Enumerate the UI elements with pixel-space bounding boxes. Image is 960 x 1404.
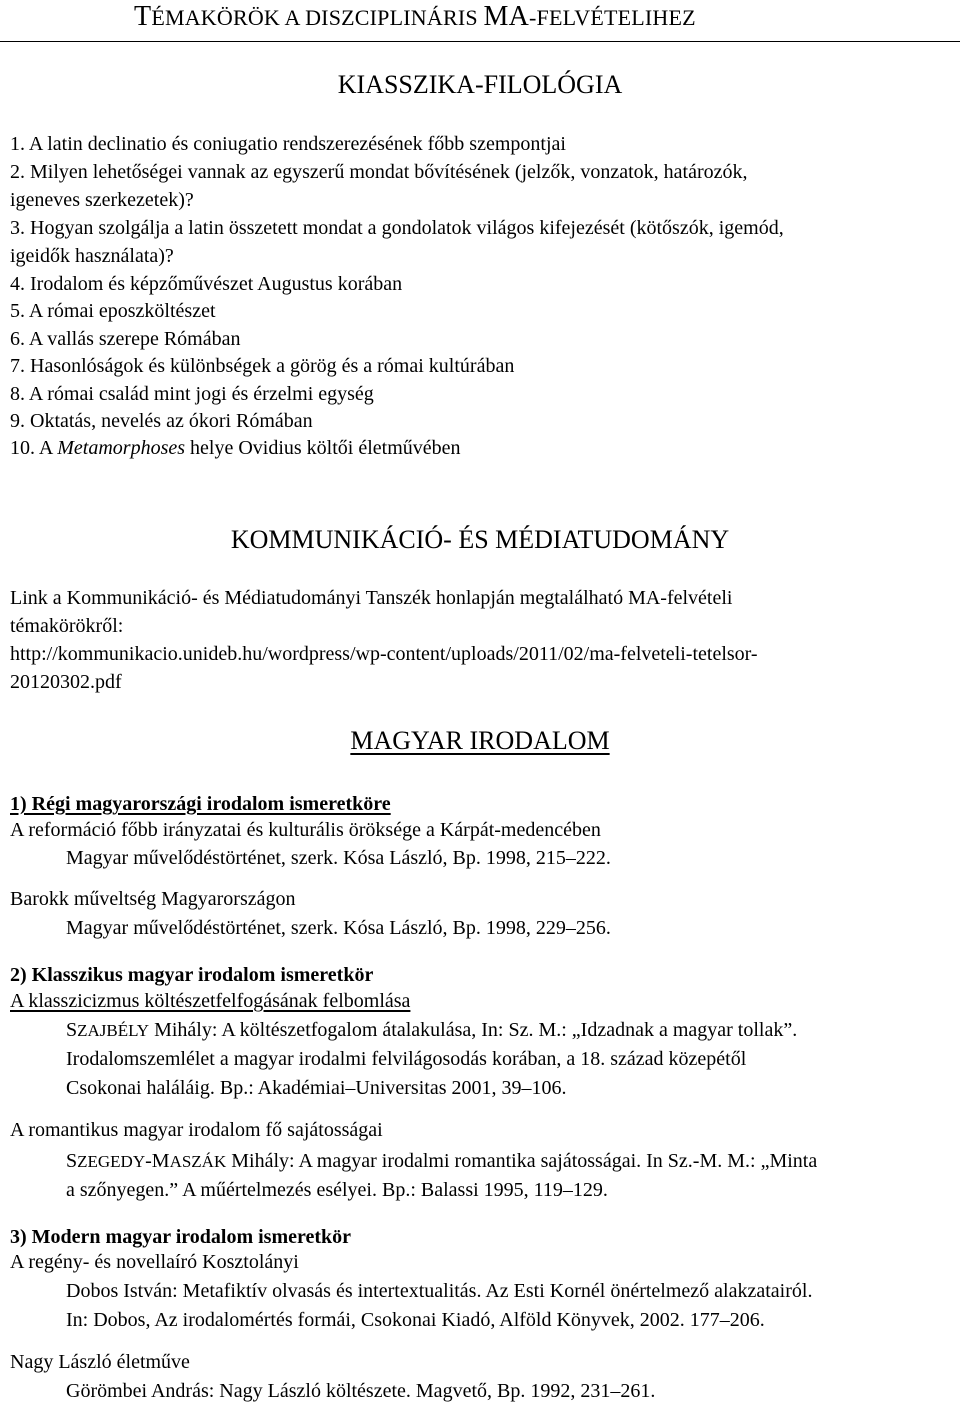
author-name-smallcaps: ZEGEDY <box>77 1152 146 1171</box>
topic-title: A romantikus magyar irodalom fő sajátosságai <box>10 1119 383 1141</box>
reference <box>66 1149 817 1174</box>
header-title-part: T <box>134 1 152 32</box>
list-item: igeidők használata)? <box>10 245 174 267</box>
list-item: 8. A római család mint jogi és érzelmi egység <box>10 383 374 405</box>
list-item: 4. Irodalom és képzőművészet Augustus korában <box>10 273 403 295</box>
author-name: S <box>66 1019 78 1041</box>
list-item-text: 10. A <box>10 437 58 459</box>
subsection-heading: 3) Modern magyar irodalom ismeretkör <box>10 1226 352 1248</box>
header-title-part: MA <box>483 1 530 32</box>
reference-continued: Csokonai haláláig. Bp.: Akadémiai–Universitas 2001, 39–106. <box>66 1077 567 1099</box>
link-url-continued[interactable]: 20120302.pdf <box>10 671 122 693</box>
topic-title: Nagy László életműve <box>10 1351 190 1373</box>
section-title-klasszika: KIASSZIKA-FILOLÓGIA <box>337 70 623 99</box>
subsection-heading: 1) Régi magyarországi irodalom ismeretköre <box>10 793 391 815</box>
list-item: 9. Oktatás, nevelés az ókori Rómában <box>10 410 313 432</box>
list-item-italic-title: Metamorphoses <box>57 437 186 459</box>
list-item: 1. A latin declinatio és coniugatio rendszerezésének főbb szempontjai <box>10 133 566 155</box>
reference-continued: Irodalomszemlélet a magyar irodalmi felvilágosodás korában, a 18. század közepétől <box>66 1048 747 1070</box>
author-name: S <box>66 1150 78 1172</box>
page-header <box>0 0 960 42</box>
list-item: 6. A vallás szerepe Rómában <box>10 328 241 350</box>
subsection-heading: 2) Klasszikus magyar irodalom ismeretkör <box>10 964 374 986</box>
author-name: -M <box>145 1150 170 1172</box>
body-text: témakörökről: <box>10 615 124 637</box>
topic-title: A reformáció főbb irányzatai és kulturális öröksége a Kárpát-medencében <box>10 819 601 841</box>
section-title-magyar-irodalom: MAGYAR IRODALOM <box>350 726 610 755</box>
author-name-smallcaps: ZAJBÉLY <box>77 1021 150 1040</box>
list-item: 3. Hogyan szolgálja a latin összetett mondat a gondolatok világos kifejezését (kötőszók, igemód, <box>10 217 784 239</box>
author-name-smallcaps: ASZÁK <box>169 1152 227 1171</box>
reference: Görömbei András: Nagy László költészete. Magvető, Bp. 1992, 231–261. <box>66 1380 656 1402</box>
reference: Dobos István: Metafiktív olvasás és intertextualitás. Az Esti Kornél önértelmező alakzatairól. <box>66 1280 813 1302</box>
topic-title: A klasszicizmus költészetfelfogásának felbomlása <box>10 990 411 1012</box>
reference <box>66 1018 797 1043</box>
header-title-part: ÉMAKÖRÖK A DISZCIPLINÁRIS <box>151 5 484 30</box>
link-url[interactable]: http://kommunikacio.unideb.hu/wordpress/wp-content/uploads/2011/02/ma-felveteli-tetelsor- <box>10 643 758 665</box>
list-item: 7. Hasonlóságok és különbségek a görög és a római kultúrában <box>10 355 515 377</box>
body-text: Link a Kommunikáció- és Médiatudományi Tanszék honlapján megtalálható MA-felvételi <box>10 587 733 609</box>
topic-title: A regény- és novellaíró Kosztolányi <box>10 1251 299 1273</box>
topic-title: Barokk műveltség Magyarországon <box>10 888 296 910</box>
list-item: 2. Milyen lehetőségei vannak az egyszerű mondat bővítésének (jelzők, vonzatok, határozók, <box>10 161 748 183</box>
list-item: 5. A római eposzköltészet <box>10 300 216 322</box>
list-item-text: helye Ovidius költői életművében <box>185 437 461 459</box>
header-title-part: -FELVÉTELIHEZ <box>529 5 696 30</box>
reference-text: Mihály: A magyar irodalmi romantika sajátosságai. In Sz.-M. M.: „Minta <box>226 1150 818 1172</box>
reference: Magyar művelődéstörténet, szerk. Kósa László, Bp. 1998, 229–256. <box>66 917 611 939</box>
reference-continued: In: Dobos, Az irodalomértés formái, Csokonai Kiadó, Alföld Könyvek, 2002. 177–206. <box>66 1309 765 1331</box>
reference: Magyar művelődéstörténet, szerk. Kósa László, Bp. 1998, 215–222. <box>66 847 611 869</box>
list-item: igeneves szerkezetek)? <box>10 189 194 211</box>
list-item <box>10 436 461 460</box>
section-title-kommunikacio: KOMMUNIKÁCIÓ- ÉS MÉDIATUDOMÁNY <box>230 525 730 554</box>
reference-continued: a szőnyegen.” A műértelmezés esélyei. Bp.: Balassi 1995, 119–129. <box>66 1179 608 1201</box>
page-header-title <box>134 1 696 33</box>
reference-text: Mihály: A költészetfogalom átalakulása, In: Sz. M.: „Idzadnak a magyar tollak”. <box>149 1019 798 1041</box>
